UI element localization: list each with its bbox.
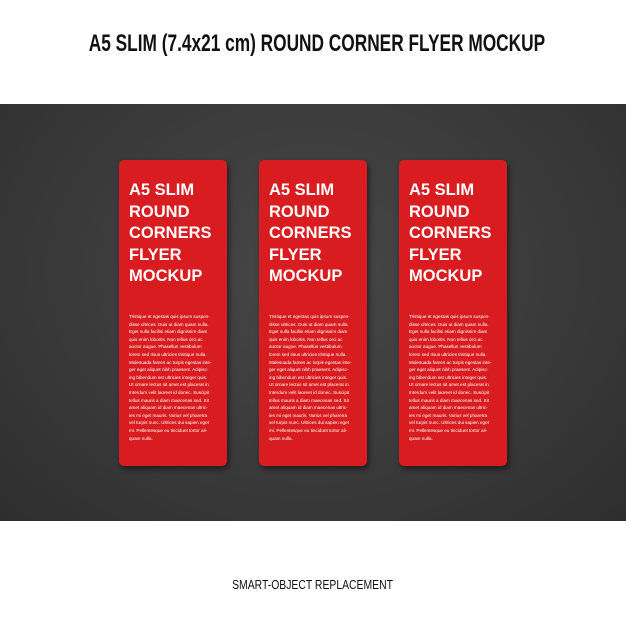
flyer-3: [399, 160, 507, 466]
flyer-heading: [409, 180, 492, 288]
heading-line: CORNERS: [129, 224, 212, 242]
heading-line: CORNERS: [409, 224, 492, 242]
footer-caption: [0, 577, 626, 592]
body-line: Tristique et egestas quis ipsum suspen-: [409, 314, 490, 319]
dark-background-panel: [0, 104, 626, 521]
body-line: vel turpis nunc. Ultrices dui sapien eget: [129, 420, 209, 426]
body-line: lorem sed risus ultricies tristique nulla.: [409, 351, 487, 357]
body-line: tellus mauris a diam maecenas sed. Sit: [269, 397, 349, 403]
body-line: ing bibendum est ultricies integer quis.: [409, 374, 488, 380]
body-line: disse ultrices. Duis ut diam quam nulla.: [129, 321, 209, 327]
flyer-body-text: [409, 313, 503, 442]
body-line: ing bibendum est ultricies integer quis.: [269, 374, 348, 380]
body-line: Eget nulla facilisi etiam dignissim diam: [409, 329, 488, 335]
body-line: Tristique et egestas quis ipsum suspen-: [269, 314, 350, 319]
heading-line: FLYER: [409, 245, 462, 264]
heading-line: MOCKUP: [269, 267, 343, 285]
body-line: Interdum velit laoreet id donec. Suscipit: [409, 389, 490, 395]
mockup-title: [0, 30, 626, 58]
body-line: Ut ornare lectus sit amet est placerat in.: [269, 382, 350, 388]
heading-line: CORNERS: [269, 224, 352, 242]
body-line: tellus mauris a diam maecenas sed. Sit: [409, 397, 489, 403]
title-text: A5 SLIM (7.4x21 cm) ROUND CORNER FLYER MOCKUP: [88, 30, 546, 57]
footer-text: SMART-OBJECT REPLACEMENT: [232, 577, 394, 592]
body-line: amet aliquam id diam maecenas ultric-: [129, 405, 208, 411]
body-line: auctor augue. Phasellus vestibulum: [269, 344, 342, 350]
body-line: Interdum velit laoreet id donec. Suscipit: [129, 389, 210, 395]
body-line: Malesuada fames ac turpis egestas inte-: [409, 359, 492, 365]
body-line: disse ultrices. Duis ut diam quam nulla.: [269, 321, 349, 327]
flyer-body-text: [129, 313, 223, 442]
heading-line: ROUND: [269, 202, 330, 221]
body-line: Tristique et egestas quis ipsum suspen-: [129, 314, 210, 319]
body-line: mi. Pellentesque eu tincidunt tortor ali-: [269, 427, 348, 433]
body-line: tellus mauris a diam maecenas sed. Sit: [129, 397, 209, 403]
body-line: Interdum velit laoreet id donec. Suscipit: [269, 389, 350, 395]
body-line: Eget nulla facilisi etiam dignissim diam: [269, 329, 348, 335]
body-line: ies mi eget mauris. Varius vel pharetra: [409, 412, 488, 418]
body-line: lorem sed risus ultricies tristique nulla.: [129, 351, 207, 357]
heading-line: A5 SLIM: [409, 181, 475, 199]
body-line: auctor augue. Phasellus vestibulum: [409, 344, 482, 350]
flyer-heading: [129, 180, 212, 288]
heading-line: MOCKUP: [409, 267, 483, 285]
body-line: auctor augue. Phasellus vestibulum: [129, 344, 202, 350]
body-line: quam nulla.: [129, 435, 153, 441]
body-line: Ut ornare lectus sit amet est placerat in.: [409, 382, 490, 388]
body-line: ies mi eget mauris. Varius vel pharetra: [129, 412, 208, 418]
heading-line: A5 SLIM: [269, 181, 335, 199]
body-line: ger eget aliquet nibh praesent. Adipisc-: [269, 367, 349, 373]
body-line: mi. Pellentesque eu tincidunt tortor ali-: [409, 427, 488, 433]
body-line: ger eget aliquet nibh praesent. Adipisc-: [409, 367, 489, 373]
heading-line: MOCKUP: [129, 267, 203, 285]
flyer-heading: [269, 180, 352, 288]
body-line: Malesuada fames ac turpis egestas inte-: [269, 359, 352, 365]
heading-line: ROUND: [409, 202, 470, 221]
body-line: quam nulla.: [269, 435, 293, 441]
flyer-1: [119, 160, 227, 466]
body-line: ger eget aliquet nibh praesent. Adipisc-: [129, 367, 209, 373]
body-line: disse ultrices. Duis ut diam quam nulla.: [409, 321, 489, 327]
body-line: mi. Pellentesque eu tincidunt tortor ali-: [129, 427, 208, 433]
body-line: Eget nulla facilisi etiam dignissim diam: [129, 329, 208, 335]
heading-line: FLYER: [129, 245, 182, 264]
heading-line: A5 SLIM: [129, 181, 195, 199]
body-line: Ut ornare lectus sit amet est placerat in.: [129, 382, 210, 388]
body-line: lorem sed risus ultricies tristique nulla.: [269, 351, 347, 357]
body-line: quam nulla.: [409, 435, 433, 441]
flyer-body-text: [269, 313, 363, 442]
body-line: vel turpis nunc. Ultrices dui sapien eget: [409, 420, 489, 426]
body-line: quis enim lobortis. Non tellus orci ac: [129, 336, 203, 342]
body-line: ies mi eget mauris. Varius vel pharetra: [269, 412, 348, 418]
flyer-2: [259, 160, 367, 466]
body-line: quis enim lobortis. Non tellus orci ac: [409, 336, 483, 342]
body-line: vel turpis nunc. Ultrices dui sapien eget: [269, 420, 349, 426]
heading-line: ROUND: [129, 202, 190, 221]
heading-line: FLYER: [269, 245, 322, 264]
body-line: amet aliquam id diam maecenas ultric-: [409, 405, 488, 411]
body-line: quis enim lobortis. Non tellus orci ac: [269, 336, 343, 342]
body-line: ing bibendum est ultricies integer quis.: [129, 374, 208, 380]
body-line: Malesuada fames ac turpis egestas inte-: [129, 359, 212, 365]
body-line: amet aliquam id diam maecenas ultric-: [269, 405, 348, 411]
